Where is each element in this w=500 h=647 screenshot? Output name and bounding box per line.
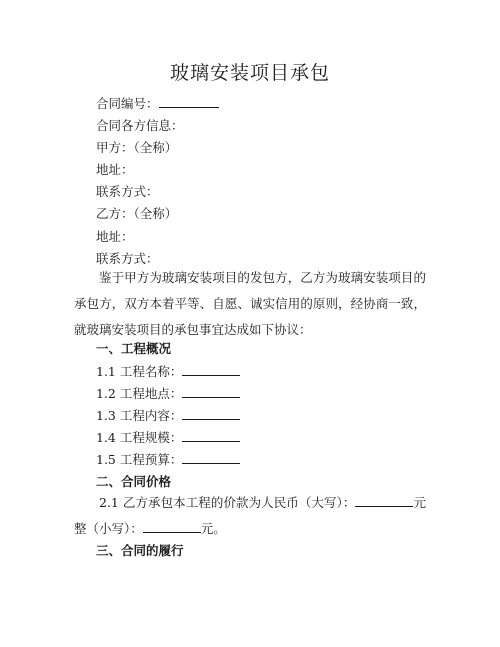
price-paragraph xyxy=(74,490,426,542)
project-scale-blank[interactable] xyxy=(182,429,240,442)
project-location-blank[interactable] xyxy=(182,385,240,398)
item-label: 1.5 工程预算： xyxy=(96,452,183,467)
section-2-heading: 二、合同价格 xyxy=(96,474,172,489)
section-3-heading: 三、合同的履行 xyxy=(96,543,184,558)
section-1-heading: 一、工程概况 xyxy=(96,341,172,356)
price-lowercase-blank[interactable] xyxy=(143,520,201,533)
project-content-blank[interactable] xyxy=(182,407,240,420)
item-project-budget xyxy=(96,451,240,468)
item-project-name xyxy=(96,363,240,380)
item-project-scale xyxy=(96,429,240,446)
item-label: 1.4 工程规模： xyxy=(96,430,183,445)
item-label: 1.1 工程名称： xyxy=(96,364,183,379)
party-a-line: 甲方：（全称） xyxy=(96,140,178,155)
price-mid: 元整（小写）： xyxy=(74,495,426,536)
item-label: 1.3 工程内容： xyxy=(96,408,183,423)
contract-number-blank[interactable] xyxy=(159,95,219,108)
price-prefix: 2.1 乙方承包本工程的价款为人民币（大写）： xyxy=(99,495,356,510)
price-uppercase-blank[interactable] xyxy=(355,494,413,507)
contract-number-label: 合同编号： xyxy=(96,96,159,111)
party-b-line: 乙方：（全称） xyxy=(96,206,178,221)
document-title: 玻璃安装项目承包 xyxy=(169,62,330,84)
item-project-content xyxy=(96,407,240,424)
project-budget-blank[interactable] xyxy=(182,451,240,464)
intro-paragraph: 鉴于甲方为玻璃安装项目的发包方，乙方为玻璃安装项目的承包方，双方本着平等、自愿、诚实信用的原则，经协商一致，就玻璃安装项目的承包事宜达成如下协议： xyxy=(74,270,426,337)
party-a-contact: 联系方式： xyxy=(96,184,159,199)
project-name-blank[interactable] xyxy=(182,363,240,376)
party-b-address: 地址： xyxy=(96,229,134,244)
item-label: 1.2 工程地点： xyxy=(96,386,183,401)
parties-label: 合同各方信息： xyxy=(96,118,184,133)
item-project-location xyxy=(96,385,240,402)
contract-number-line xyxy=(96,95,219,112)
party-a-address: 地址： xyxy=(96,162,134,177)
price-suffix: 元。 xyxy=(200,521,226,536)
party-b-contact: 联系方式： xyxy=(96,251,159,266)
